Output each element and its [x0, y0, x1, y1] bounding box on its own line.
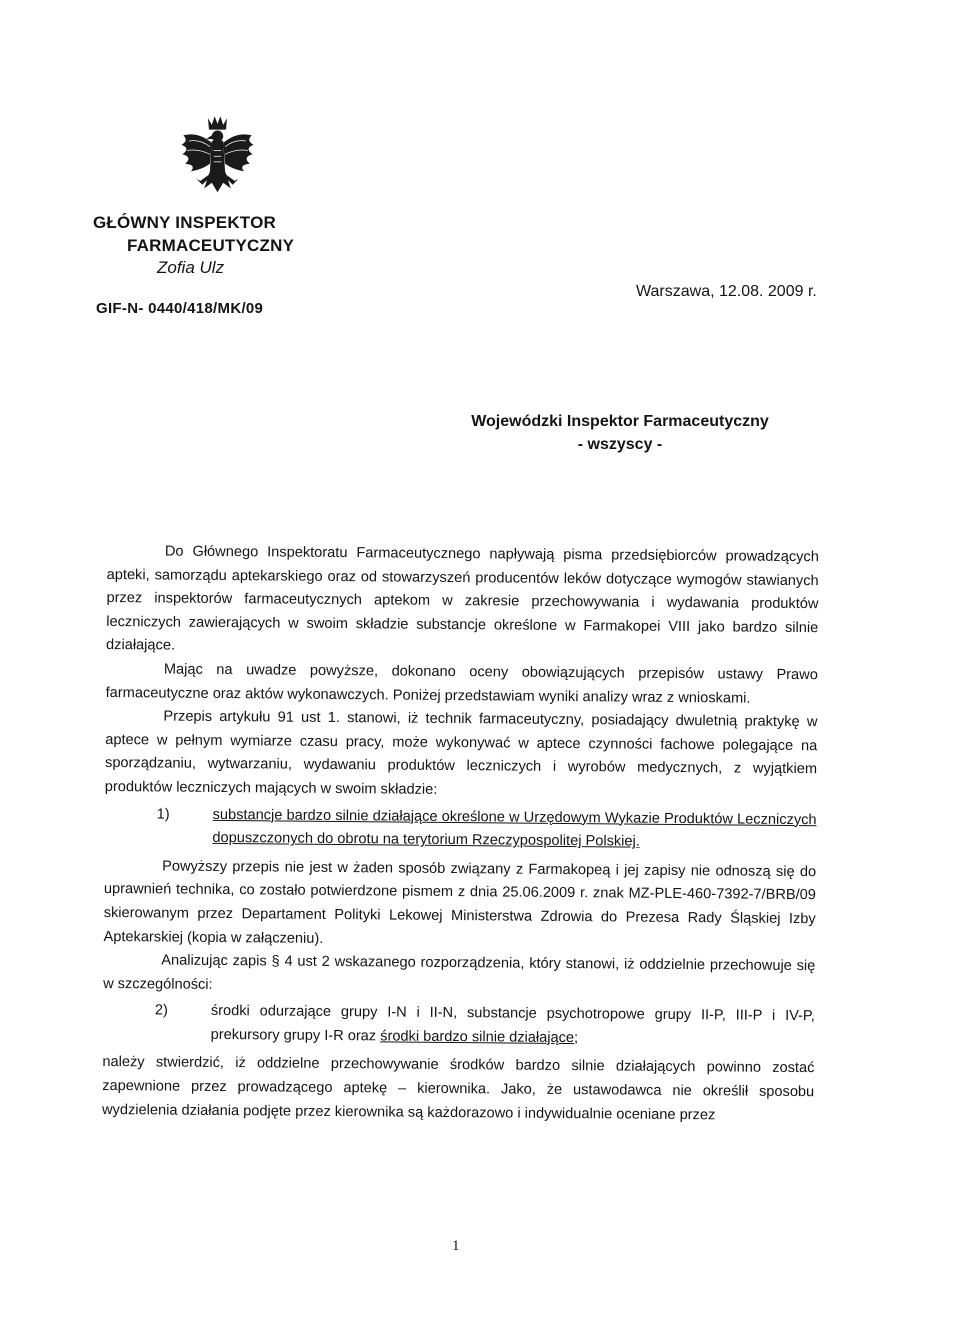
- letter-body: [102, 540, 819, 1128]
- paragraph-article-91: Przepis artykułu 91 ust 1. stanowi, iż technik farmaceutyczny, posiadający dwuletnią praktykę w aptece w pełnym wymiarze czasu pracy, może wykonywać w aptece czynności fachowe polegające na sporządzaniu, wytwarzaniu, wydawaniu produktów leczniczych i wyrobów medycznych, z wyjątkiem produktów leczniczych mających w swoim składzie:: [104, 708, 818, 798]
- addressee-block: [360, 410, 880, 456]
- paragraph-conclusion: należy stwierdzić, iż oddzielne przechowywanie środków bardzo silnie działających powinno zostać zapewnione przez prowadzącego aptekę – kierownika. Jako, że ustawodawca nie określił sposobu wydzielenia działania podjęte przez kierownika są każdorazowo i indywidualnie oceniane przez: [101, 1054, 815, 1123]
- list-item-text-underlined: środki bardzo silnie działające;: [380, 1028, 579, 1047]
- list-item-1: [104, 803, 816, 856]
- eagle-emblem-icon: [170, 110, 265, 210]
- list-item-number: 1): [156, 805, 170, 823]
- paragraph-regulation: Analizując zapis § 4 ust 2 wskazanego rozporządzenia, który stanowi, iż oddzielnie przechowuje się w szczególności:: [103, 952, 816, 993]
- document-signum: GIF-N- 0440/418/MK/09: [96, 300, 264, 317]
- paragraph-assessment: Mając na uwadze powyższe, dokonano oceny obowiązujących przepisów ustawy Prawo farmaceutyczne oraz aktów wykonawczych. Poniżej przedstawiam wyniki analizy wraz z wnioskami.: [105, 661, 818, 707]
- list-item-number: 2): [154, 1002, 168, 1019]
- list-item-2: [103, 999, 815, 1052]
- paragraph-intro: Do Głównego Inspektoratu Farmaceutycznego napływają pisma przedsiębiorców prowadzących apteki, samorządu aptekarskiego oraz od stowarzyszeń producentów leków dotyczące wymogów stawianych przez inspektorów farmaceutycznych aptekom w zakresie przechowywania i wydawania produktów leczniczych zawierających w swoim składzie substancje określone w Farmakopei VIII jako bardzo silnie działające.: [106, 543, 819, 654]
- addressee-subtitle: - wszyscy -: [577, 436, 663, 453]
- institution-name-line2: FARMACEUTYCZNY: [127, 236, 295, 255]
- institution-name-line1: GŁÓWNY INSPEKTOR: [93, 213, 276, 232]
- page-number: 1: [452, 1238, 460, 1254]
- addressee-title: Wojewódzki Inspektor Farmaceutyczny: [471, 413, 769, 430]
- list-item-text: substancje bardzo silnie działające określone w Urzędowym Wykazie Produktów Leczniczych dopuszczonych do obrotu na terytorium Rzeczypospolitej Polskiej.: [212, 806, 817, 850]
- place-and-date: Warszawa, 12.08. 2009 r.: [636, 283, 817, 300]
- author-name: Zofia Ulz: [157, 258, 225, 277]
- paragraph-pharmacopoeia: Powyższy przepis nie jest w żaden sposób związany z Farmakopeą i jej zapisy nie odnoszą się do uprawnień technika, co zostało potwierdzone pismem z dnia 25.06.2009 r. znak MZ-PLE-460-7392-7/BRB/09 skierowanym przez Departament Polityki Lekowej Ministerstwa Zdrowia do Prezesa Rady Śląskiej Izby Aptekarskiej (kopia w załączeniu).: [103, 858, 817, 947]
- list-item-text: środki odurzające grupy I-N i II-N, substancje psychotropowe grupy II-P, III-P i IV-P, prekursory grupy I-R oraz: [210, 1003, 815, 1045]
